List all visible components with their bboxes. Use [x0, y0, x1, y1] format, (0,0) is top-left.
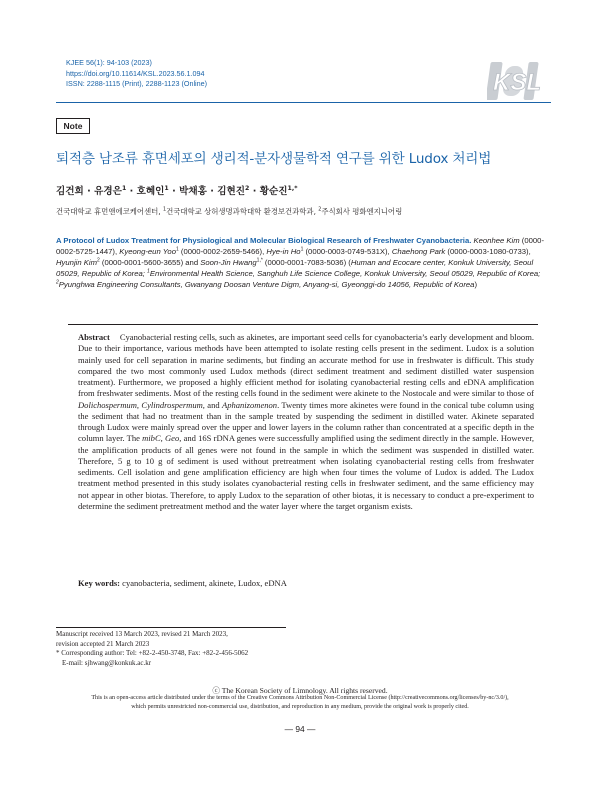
- ksl-logo: [487, 60, 547, 102]
- journal-citation: KJEE 56(1): 94-103 (2023): [66, 58, 152, 67]
- license-text: This is an open-access article distributed under the terms of the Creative Commons Attribution Non-Commercial License (http://creativecommons.org/licenses/by-nc/3.0/), which permits unrestricted non-commercial use, distribution, and reproduction in any medium, provide the original work is properly cited.: [91, 695, 509, 710]
- abstract-divider: [68, 324, 538, 325]
- korean-authors: 김건희 · 유경은$^1$ · 호혜인$^1$ · 박채홍 · 김현진$^2$ · 황순진$^{1,*}$: [56, 184, 298, 197]
- logo-text: KSL: [493, 69, 541, 96]
- abstract-label: Abstract: [78, 332, 110, 342]
- header-divider: [56, 102, 551, 103]
- abstract: Abstract Cyanobacterial resting cells, such as akinetes, are important seed cells for cyanobacteria’s early development and bloom. Due to their importance, various methods have been attempted to isolate resting cells present in the sediment. Ludox is a solution mainly used for cell separation in marine sediments, but finding an accurate method for use in freshwater is difficult. This study compared the two most commonly used Ludox methods (direct sediment treatment and sediment distilled water suspension treatment). Furthermore, we proposed a highly efficient method for isolating cyanobacterial resting cells and eDNA amplification from freshwater sediments. Most of the resting cells found in the sediment were akinete to the Nostocale and were similar to those of Dolichospermum, Cylindrospermum, and Aphanizomenon. Twenty times more akinetes were found in the conical tube column using the sediment that had no treatment than in the sample treated by suspending the sediment in distilled water. Akinete separated through Ludox were mainly spread over the upper and lower layers in the column rather than concentrated at a specific depth in the column layer. The mibC, Geo, and 16S rDNA genes were successfully amplified using the sediment directly in the sample. However, the amplification products of all genes were not found in the sample in which the sediment was suspended in distilled water. Therefore, 5 g to 10 g of sediment is used without pretreatment when isolating cyanobacterial resting cells from freshwater sediments. Cell isolation and gene amplification efficiency are high when four times the volume of Ludox is added. The Ludox treatment method presented in this study isolates cyanobacterial resting cells in freshwater sediment, and the same efficiency may not appear in other biotas. Therefore, to apply Ludox to the separation of other biotas, it is necessary to conduct a pre-experiment to determine the sediment pretreatment method and the water layer where the target organism exists.: [78, 332, 534, 511]
- journal-info: [66, 58, 207, 90]
- corresponding-email[interactable]: E-mail: sjhwang@konkuk.ac.kr: [62, 658, 152, 667]
- korean-affiliations: 건국대학교 휴먼앤에코케어센터, $^1$건국대학교 상허생명과학대학 환경보건과학과, $^2$주식회사 평화엔지니어링: [56, 207, 403, 216]
- keywords-list: cyanobacteria, sediment, akinete, Ludox, eDNA: [120, 578, 287, 588]
- english-authors: Keonhee Kim (0000-0002-5725-1447), Kyeong-eun Yoo$^1$ (0000-0002-2659-5466), Hye-in Ho$^1$ (0000-0003-0749-531X), Chaehong Park (0000-0003-1080-0733), Hyunjin Kim$^2$ (0000-0001-5600-3655) and Soon-Jin Hwang$^{1,*}$ (0000-0001-7083-5036) (Human and Ecocare center, Konkuk University, Seoul 05029, Republic of Korea; $^1$Environmental Health Science, Sanghuh Life Science College, Konkuk University, Seoul 05029, Republic of Korea; $^2$Pyunghwa Engineering Consultants, Gwanyang Doosan Venture Digm, Anyang-si, Gyeonggi-do 14056, Republic of Korea): [56, 236, 545, 289]
- page-number: — 94 —: [284, 724, 316, 734]
- english-title: A Protocol of Ludox Treatment for Physiological and Molecular Biological Research of Freshwater Cyanobacteria.: [56, 236, 472, 245]
- article-type-badge: Note: [56, 118, 90, 134]
- korean-title: 퇴적층 남조류 휴면세포의 생리적-분자생물학적 연구를 위한 Ludox 처리법: [56, 151, 492, 167]
- footnote-divider: [56, 627, 286, 628]
- doi-link[interactable]: https://doi.org/10.11614/KSL.2023.56.1.094: [66, 68, 205, 78]
- issn-text: ISSN: 2288-1115 (Print), 2288-1123 (Online): [66, 79, 208, 89]
- footnote: Manuscript received 13 March 2023, revised 21 March 2023, revision accepted 21 March 2023 * Corresponding author: Tel: +82-2-450-3748, Fax: +82-2-456-5062 E-mail: sjhwang@konkuk.ac.kr: [56, 630, 249, 667]
- keywords-label: Key words:: [78, 578, 121, 588]
- keywords: [78, 578, 287, 588]
- english-header-block: [56, 236, 554, 291]
- author-name: 김건희 · 유경은: [56, 186, 122, 197]
- copyright: ⓒ The Korean Society of Limnology. All rights reserved.: [212, 686, 388, 695]
